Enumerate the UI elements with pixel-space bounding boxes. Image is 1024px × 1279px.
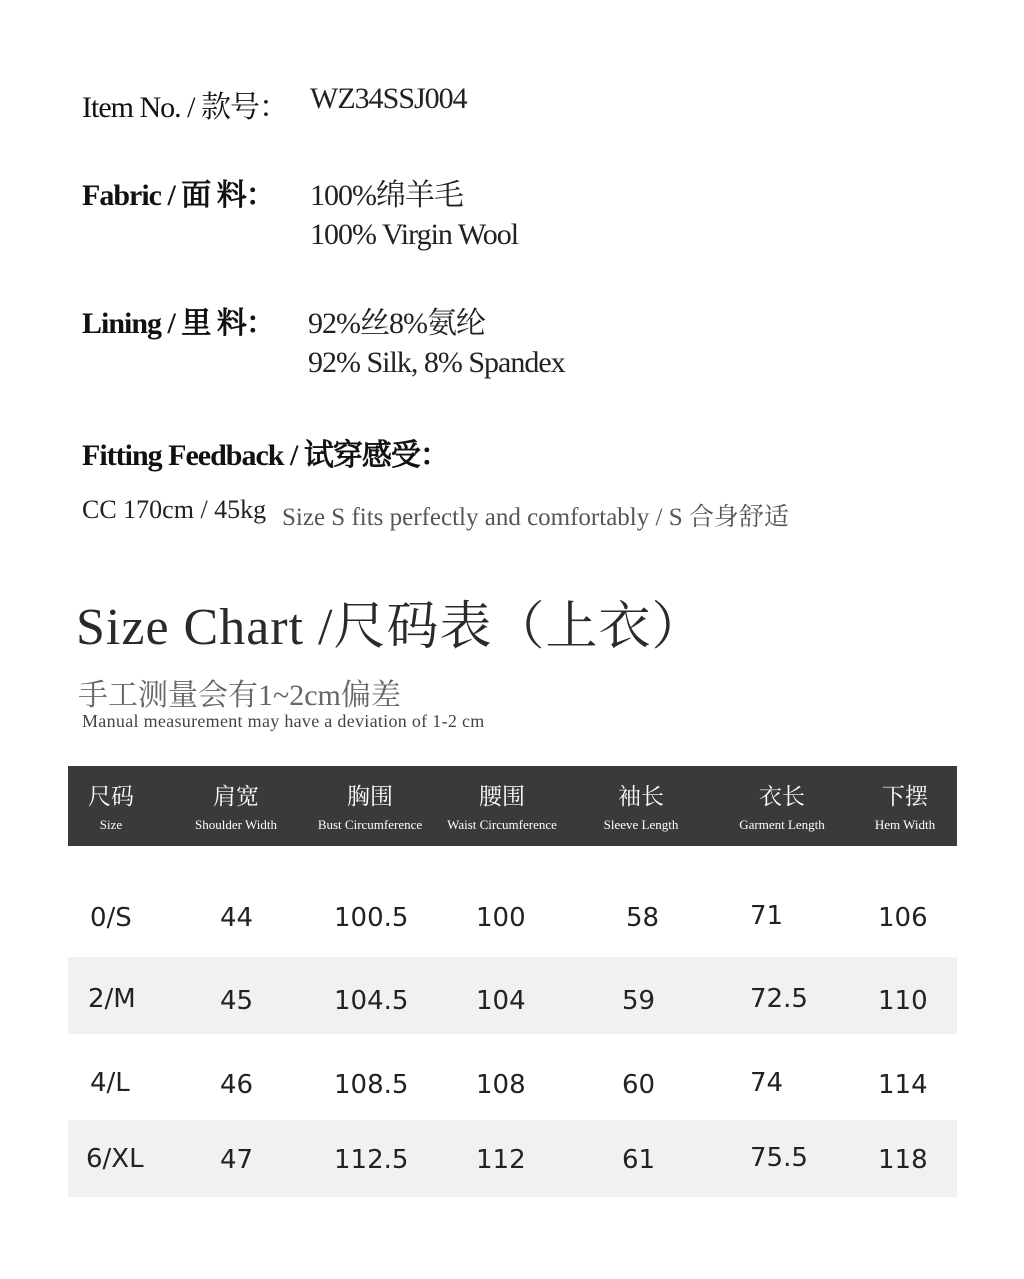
cell-sleeve: 59 (622, 986, 656, 1016)
header-shoulder-en: Shoulder Width (195, 817, 277, 832)
header-size (68, 766, 154, 846)
header-sleeve (588, 766, 694, 846)
cell-shoulder: 47 (220, 1145, 254, 1175)
header-size-en: Size (99, 817, 123, 832)
measurement-note-cn: 手工测量会有1~2cm偏差 (78, 679, 401, 712)
header-garment-cn: 衣长 (759, 784, 805, 810)
fabric-en: 100% Virgin Wool (310, 218, 519, 251)
cell-garment: 71 (750, 901, 784, 931)
fitting-person: CC 170cm / 45kg (82, 495, 267, 524)
header-sleeve-cn: 袖长 (618, 784, 664, 810)
header-size-cn: 尺码 (88, 784, 134, 810)
cell-hem: 106 (878, 903, 928, 933)
cell-waist: 112 (476, 1145, 526, 1175)
header-hem (862, 766, 948, 846)
header-waist (438, 766, 566, 846)
header-shoulder-cn: 肩宽 (213, 784, 259, 810)
cell-size: 6/XL (86, 1144, 144, 1174)
cell-size: 4/L (90, 1068, 130, 1098)
cell-sleeve: 60 (622, 1070, 656, 1100)
fitting-note: Size S fits perfectly and comfortably / S 合身舒适 (282, 504, 789, 531)
cell-size: 2/M (88, 984, 136, 1014)
cell-sleeve: 58 (626, 903, 660, 933)
header-garment (724, 766, 840, 846)
lining-en: 92% Silk, 8% Spandex (308, 346, 565, 379)
table-row (68, 957, 957, 1034)
item-no-label: Item No. / 款号： (82, 91, 288, 124)
fabric-label: Fabric / 面 料： (82, 179, 275, 212)
cell-bust: 100.5 (334, 903, 409, 933)
table-row (68, 880, 957, 957)
lining-label: Lining / 里 料： (82, 307, 275, 340)
cell-garment: 72.5 (750, 984, 808, 1014)
header-bust (308, 766, 432, 846)
cell-sleeve: 61 (622, 1145, 656, 1175)
cell-size: 0/S (90, 903, 132, 933)
cell-shoulder: 44 (220, 903, 254, 933)
cell-bust: 104.5 (334, 986, 409, 1016)
cell-hem: 114 (878, 1070, 928, 1100)
header-waist-cn: 腰围 (479, 784, 525, 810)
cell-waist: 108 (476, 1070, 526, 1100)
cell-waist: 104 (476, 986, 526, 1016)
size-chart-title: Size Chart /尺码表（上衣） (76, 599, 705, 656)
fabric-cn: 100%绵羊毛 (310, 179, 463, 212)
cell-bust: 112.5 (334, 1145, 409, 1175)
cell-shoulder: 45 (220, 986, 254, 1016)
cell-bust: 108.5 (334, 1070, 409, 1100)
item-no-value: WZ34SSJ004 (310, 82, 467, 115)
header-bust-cn: 胸围 (347, 784, 393, 810)
header-hem-cn: 下摆 (882, 784, 928, 810)
fitting-label: Fitting Feedback / 试穿感受： (82, 439, 449, 472)
cell-hem: 118 (878, 1145, 928, 1175)
cell-hem: 110 (878, 986, 928, 1016)
table-row (68, 1120, 957, 1197)
cell-shoulder: 46 (220, 1070, 254, 1100)
lining-cn: 92%丝8%氨纶 (308, 307, 485, 340)
measurement-note-en: Manual measurement may have a deviation of 1-2 cm (82, 711, 485, 731)
size-table-header (68, 766, 957, 846)
cell-garment: 74 (750, 1068, 784, 1098)
header-hem-en: Hem Width (874, 817, 936, 832)
header-shoulder (180, 766, 292, 846)
header-garment-en: Garment Length (739, 817, 825, 832)
header-bust-en: Bust Circumference (317, 817, 423, 832)
table-row (68, 1043, 957, 1120)
header-waist-en: Waist Circumference (447, 817, 557, 832)
header-sleeve-en: Sleeve Length (603, 817, 679, 832)
cell-waist: 100 (476, 903, 526, 933)
cell-garment: 75.5 (750, 1143, 808, 1173)
